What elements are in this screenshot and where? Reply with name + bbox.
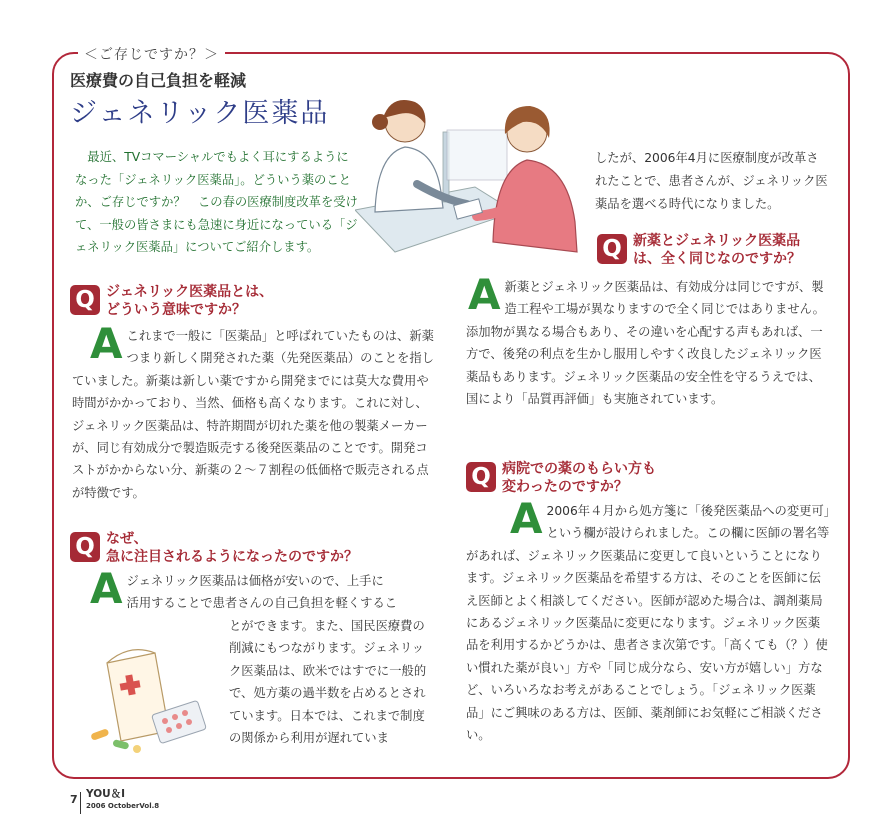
answer-2-top — [72, 564, 434, 615]
question-3-line-2: は、全く同じなのですか？ — [633, 251, 801, 267]
q-badge-2: Q — [70, 532, 100, 562]
answer-2-rest: とができます。また、国民医療費の削減にもつながります。ジェネリック医薬品は、欧米ではすでに一般的で、処方薬の過半数を占めるとされています。日本では、これまで制度の関係から利用が遅れていま — [229, 619, 427, 746]
question-4 — [466, 460, 656, 496]
q-badge-3: Q — [597, 234, 627, 264]
question-3 — [597, 232, 801, 268]
medicine-bag-illustration — [85, 635, 220, 760]
answer-4-text: 2006年４月から処方箋に「後発医薬品への変更可」という欄が設けられました。この欄に医師の署名等があれば、ジェネリック医薬品に変更して良いということになります。ジェネリック医薬品を希望する方は、そのことを医師に伝え医師とよく相談してください。医師が認めた場合は、調剤薬局にあるジェネリック医薬品に変更になります。ジェネリック医薬品を利用するかどうかは、患者さま次第です。「高くても（？）使い慣れた薬が良い」方や「同じ成分なら、安い方が嬉しい」方など、いろいろなお考えがあることでしょう。「ジェネリック医薬品」にご興味のある方は、医師、薬剤師にお気軽にご相談ください。 — [466, 504, 830, 743]
pharmacy-counter-illustration — [355, 92, 600, 262]
question-1 — [70, 283, 273, 319]
footer-divider — [80, 792, 81, 814]
edition: 2006 OctoberVol.8 — [86, 802, 160, 810]
question-1-line-1: ジェネリック医薬品とは、 — [106, 284, 274, 300]
brand-name: YOU＆I — [86, 788, 126, 800]
a-mark-3: A — [468, 270, 501, 319]
article-subtitle: 医療費の自己負担を軽減 — [70, 71, 247, 90]
answer-4 — [466, 494, 830, 746]
answer-2-line-2: 活用することで患者さんの自己負担を軽くするこ — [126, 596, 398, 611]
article-title: ジェネリック医薬品 — [70, 98, 330, 129]
q-badge-1: Q — [70, 285, 100, 315]
a-mark-2: A — [90, 564, 123, 613]
a-mark-1: A — [90, 319, 123, 368]
answer-3 — [466, 270, 830, 410]
question-4-line-1: 病院での薬のもらい方も — [502, 461, 656, 477]
q-badge-4: Q — [466, 462, 496, 492]
frame-label: ＜ご存じですか？＞ — [78, 44, 225, 64]
right-intro-paragraph: したが、2006年4月に医療制度が改革されたことで、患者さんが、ジェネリック医薬品を選べる時代になりました。 — [595, 151, 828, 211]
answer-2-line-1: ジェネリック医薬品は価格が安いので、上手に — [126, 574, 384, 588]
footer-brand — [86, 788, 159, 812]
question-1-line-2: どういう意味ですか？ — [106, 302, 246, 318]
question-4-line-2: 変わったのですか？ — [502, 479, 628, 495]
question-2 — [70, 530, 358, 566]
answer-1 — [72, 319, 434, 504]
question-2-line-2: 急に注目されるようになったのですか？ — [106, 549, 358, 565]
question-2-line-1: なぜ、 — [106, 531, 148, 547]
a-mark-4: A — [510, 494, 543, 543]
intro-paragraph: 最近、TVコマーシャルでもよく耳にするようになった「ジェネリック医薬品」。どういう薬のことか、ご存じですか？ この春の医療制度改革を受けて、一般の皆さまにも急速に身近になっている「ジェネリック医薬品」についてご紹介します。 — [75, 150, 358, 254]
page-number: 7 — [70, 793, 78, 806]
question-3-line-1: 新薬とジェネリック医薬品 — [633, 233, 801, 249]
answer-3-text: 新薬とジェネリック医薬品は、有効成分は同じですが、製造工程や工場が異なりますので全く同じではありません。添加物が異なる場合もあり、その違いを心配する声もあれば、一方で、後発の利点を生かし服用しやすく改良したジェネリック医薬品もあります。ジェネリック医薬品の安全性を守るうえでは、国により「品質再評価」も実施されています。 — [466, 280, 825, 407]
answer-1-text: これまで一般に「医薬品」と呼ばれていたものは、新薬つまり新しく開発された薬（先発医薬品）のことを指していました。新薬は新しい薬ですから開発までには莫大な費用や時間がかかっており、当然、価格も高くなります。これに対し、ジェネリック医薬品は、特許期間が切れた薬を他の製薬メーカーが、同じ有効成分で製造販売する後発医薬品のことです。開発コストがかからない分、新薬の２～７割程の低価格で販売される点が特徴です。 — [72, 329, 434, 500]
